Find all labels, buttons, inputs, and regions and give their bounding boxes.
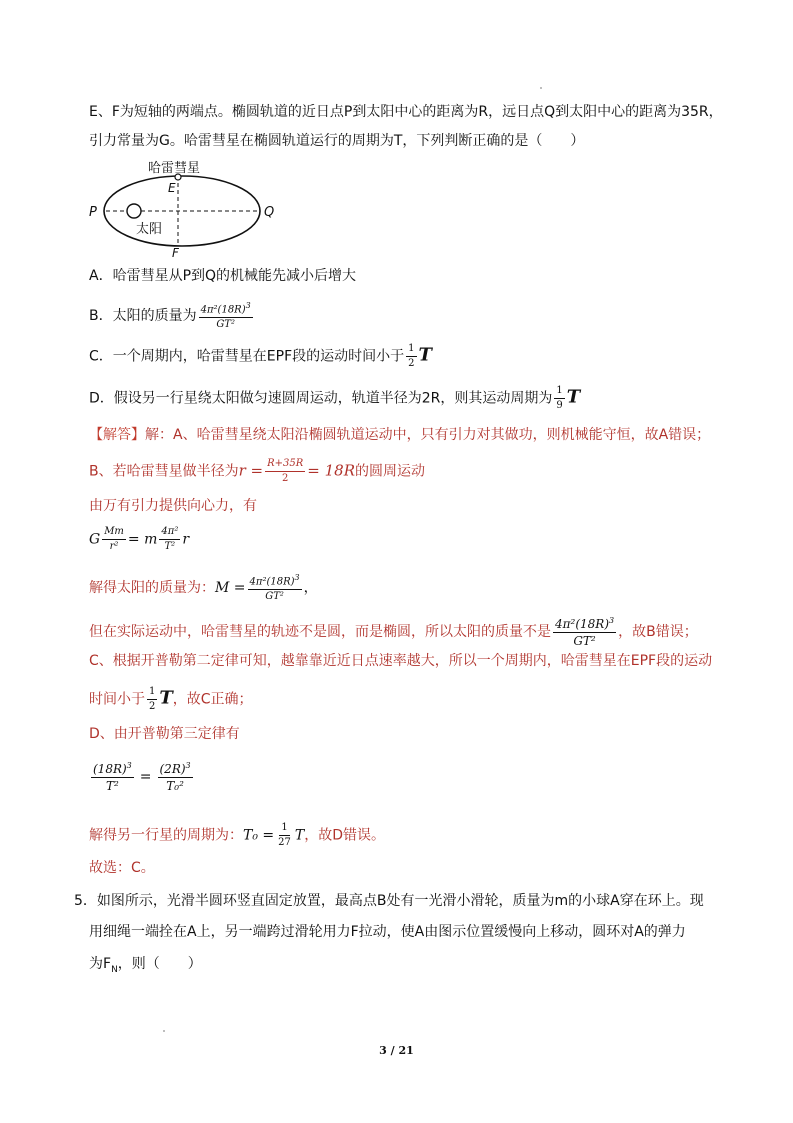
option-b-denominator: GT²: [216, 319, 235, 331]
point-P-label: P: [89, 205, 97, 220]
option-d-T: T: [566, 386, 581, 408]
sun-label: 太阳: [136, 222, 163, 237]
answer-line-4: [89, 574, 318, 602]
scan-speck-2: [163, 1030, 165, 1032]
answer-b-numerator: R+35R: [265, 459, 305, 472]
answer-line-10: 故选：C。: [89, 860, 155, 876]
line4-fraction: [248, 574, 302, 602]
scan-speck: [540, 87, 542, 89]
answer-b-denominator: 2: [282, 473, 289, 484]
answer-b-eq: = 18R: [307, 461, 356, 480]
line9-num: 1: [279, 823, 289, 836]
answer-line-3: 由万有引力提供向心力，有: [89, 498, 257, 514]
intro-line-1: E、F为短轴的两端点。椭圆轨道的近日点P到太阳中心的距离为R，远日点Q到太阳中心的距离为35R，: [89, 104, 723, 120]
line7-suffix: ，故C正确；: [172, 691, 253, 708]
line5-num: 4π²(18R): [555, 617, 609, 631]
eq1-mid: = m: [127, 531, 158, 548]
line4-prefix: 解得太阳的质量为：: [89, 580, 215, 597]
answer-a-text: 解：A、哈雷彗星绕太阳沿椭圆轨道运动中，只有引力对其做功，则机械能守恒，故A错误；: [145, 427, 711, 443]
eq1-den: r²: [109, 541, 119, 552]
answer-tag: 【解答】: [89, 427, 145, 443]
answer-line-9: [89, 823, 385, 848]
eq2-den-left: T²: [105, 779, 119, 793]
option-d-numerator: 1: [554, 386, 564, 399]
line5-fraction: [553, 617, 616, 647]
line9-T0: T₀ =: [243, 827, 275, 844]
q5-line-2: 用细绳一端拴在A上，另一端跨过滑轮用力F拉动，使A由图示位置缓慢向上移动，圆环对A的弹力: [89, 924, 686, 940]
point-E-label: E: [168, 181, 176, 195]
intro-line-2: 引力常量为G。哈雷彗星在椭圆轨道运行的周期为T，下列判断正确的是（ ）: [89, 133, 585, 149]
line5-prefix: 但在实际运动中，哈雷彗星的轨迹不是圆，而是椭圆，所以太阳的质量不是: [89, 624, 551, 640]
point-F-label: F: [172, 246, 179, 260]
answer-line-1: [89, 425, 710, 445]
option-c-T: T: [418, 344, 432, 366]
answer-line-6: C、根据开普勒第二定律可知，越靠靠近近日点速率越大，所以一个周期内，哈雷彗星在EPF段的运动: [89, 653, 713, 669]
option-d-fraction: [554, 386, 564, 411]
option-c-fraction: [406, 344, 416, 369]
line7-prefix: 时间小于: [89, 691, 145, 708]
eq1-fraction-1: [102, 527, 126, 552]
eq2-num-left: (18R): [93, 762, 127, 776]
eq2-den-right: T₀²: [166, 779, 184, 793]
answer-line-2: [89, 459, 425, 484]
line7-den: 2: [149, 701, 156, 712]
answer-line-7: [89, 687, 253, 712]
eq2-exp-left: 3: [126, 761, 132, 770]
line9-T: T: [294, 827, 305, 844]
equation-gravity: [89, 527, 189, 552]
line5-exp: 3: [609, 616, 615, 625]
option-d-text: D．假设另一行星绕太阳做匀速圆周运动，轨道半径为2R，则其运动周期为: [89, 390, 553, 407]
line4-den: GT²: [265, 591, 284, 603]
answer-line-8: D、由开普勒第三定律有: [89, 726, 240, 742]
eq1-den2: T²: [164, 541, 176, 552]
eq2-equals: =: [139, 769, 152, 785]
eq2-num-right: (2R): [159, 762, 186, 776]
option-b-numerator: 4π²(18R): [200, 304, 246, 316]
line4-M: M =: [215, 580, 246, 597]
eq1-num: Mm: [102, 527, 126, 540]
eq2-exp-right: 3: [185, 761, 191, 770]
option-c: [89, 344, 432, 369]
orbit-figure: [86, 158, 276, 260]
line5-suffix: ，故B错误；: [618, 624, 698, 640]
line9-den: 27: [278, 837, 291, 848]
line4-suffix: ，: [303, 580, 318, 597]
option-c-denominator: 2: [408, 358, 415, 369]
q5-fn-suffix: ，则（ ）: [117, 956, 202, 972]
line4-num: 4π²(18R): [249, 576, 295, 588]
eq1-num2: 4π²: [159, 527, 180, 540]
option-a: A．哈雷彗星从P到Q的机械能先减小后增大: [89, 268, 357, 284]
line9-suffix: ，故D错误。: [304, 827, 385, 844]
line7-num: 1: [147, 687, 157, 700]
equation-kepler: [89, 762, 195, 792]
eq1-G: G: [89, 531, 101, 548]
line9-prefix: 解得另一行星的周期为：: [89, 827, 243, 844]
answer-line-5: [89, 617, 698, 647]
line7-T: T: [159, 687, 173, 709]
option-b-text: B．太阳的质量为: [89, 308, 197, 325]
line4-exp: 3: [294, 573, 300, 582]
option-c-numerator: 1: [406, 344, 416, 357]
q5-line-1: 5．如图所示，光滑半圆环竖直固定放置，最高点B处有一光滑小滑轮，质量为m的小球A穿在环上。现: [74, 893, 704, 909]
option-b-fraction: [199, 302, 253, 330]
option-b-exponent: 3: [245, 301, 251, 310]
q5-fn-subscript: N: [111, 964, 118, 975]
option-c-text: C．一个周期内，哈雷彗星在EPF段的运动时间小于: [89, 348, 405, 365]
option-b: [89, 302, 255, 330]
eq2-fraction-right: [158, 762, 193, 792]
eq1-fraction-2: [159, 527, 180, 552]
line7-fraction: [147, 687, 157, 712]
q5-line-3: [89, 954, 202, 980]
line5-den: GT²: [573, 634, 596, 648]
point-Q-label: Q: [264, 205, 275, 220]
answer-b-suffix: 的圆周运动: [355, 463, 426, 480]
eq2-fraction-left: [91, 762, 134, 792]
page-number: 3 / 21: [379, 1044, 414, 1057]
option-d-denominator: 9: [556, 400, 563, 411]
sun-circle: [127, 204, 141, 218]
line9-fraction: [276, 823, 293, 848]
answer-b-fraction: [265, 459, 305, 484]
comet-label: 哈雷彗星: [148, 161, 201, 176]
answer-b-prefix: B、若哈雷彗星做半径为: [89, 463, 239, 480]
eq1-r: r: [182, 531, 190, 548]
answer-b-r: r =: [238, 461, 264, 480]
option-d: [89, 386, 580, 411]
q5-fn-prefix: 为F: [89, 956, 112, 972]
